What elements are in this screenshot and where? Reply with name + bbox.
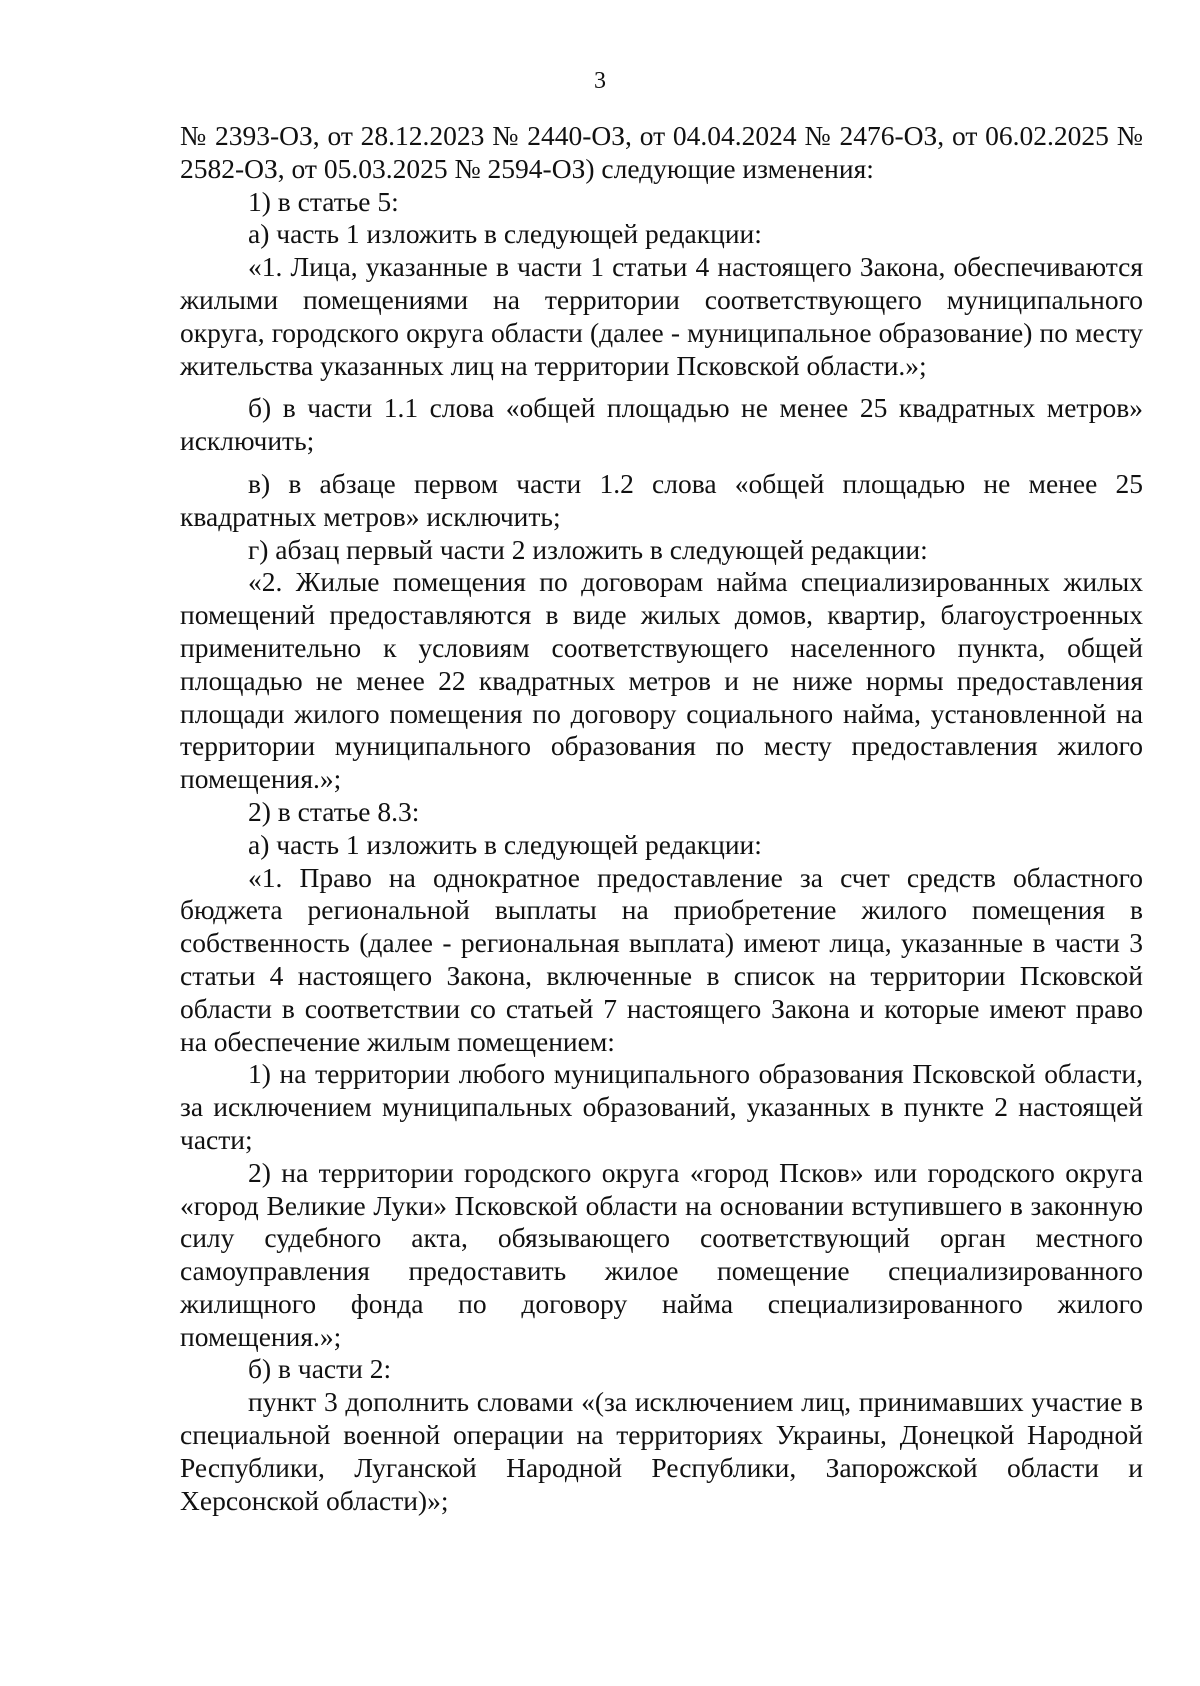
paragraph-item-1a: а) часть 1 изложить в следующей редакции: (248, 218, 762, 250)
paragraph-subitem-2: 2) на территории городского округа «город Псков» или городского округа «город Великие Луки» Псковской области на основании вступившего в законную силу судебного акта, обязывающего соответствующий орган местного самоуправления предоставить жилое помещение специализированного жилищного фонда по договору найма специализированного жилого помещения.»; (180, 1156, 1143, 1352)
paragraph-item-1g: г) абзац первый части 2 изложить в следующей редакции: (248, 533, 928, 565)
document-body (180, 120, 1143, 1517)
paragraph-item-1: 1) в статье 5: (248, 185, 399, 217)
paragraph-subitem-1: 1) на территории любого муниципального образования Псковской области, за исключением муниципальных образований, указанных в пункте 2 настоящей части; (180, 1058, 1143, 1155)
paragraph-item-2: 2) в статье 8.3: (248, 795, 420, 827)
paragraph-quote-part-1: «1. Лица, указанные в части 1 статьи 4 настоящего Закона, обеспечиваются жилыми помещениями на территории соответствующего муниципального округа, городского округа области (далее - муниципальное образование) по месту жительства указанных лиц на территории Псковской области.»; (180, 251, 1143, 381)
paragraph-item-1b: б) в части 1.1 слова «общей площадью не менее 25 квадратных метров» исключить; (180, 392, 1143, 457)
paragraph-item-2b: б) в части 2: (248, 1353, 392, 1385)
paragraph-item-2a: а) часть 1 изложить в следующей редакции: (248, 828, 762, 860)
paragraph-quote-right: «1. Право на однократное предоставление за счет средств областного бюджета региональной выплаты на приобретение жилого помещения в собственность (далее - региональная выплата) имеют лица, указанные в части 3 статьи 4 настоящего Закона, включенные в список на территории Псковской области в соответствии со статьей 7 настоящего Закона и которые имеют право на обеспечение жилым помещением: (180, 861, 1143, 1057)
paragraph-amendment-intro: № 2393-ОЗ, от 28.12.2023 № 2440-ОЗ, от 04.04.2024 № 2476-ОЗ, от 06.02.2025 № 2582-ОЗ, от 05.03.2025 № 2594-ОЗ) следующие изменения: (180, 120, 1143, 184)
paragraph-quote-part-2: «2. Жилые помещения по договорам найма специализированных жилых помещений предоставляются в виде жилых домов, квартир, благоустроенных применительно к условиям соответствующего населенного пункта, общей площадью не менее 22 квадратных метров и не ниже нормы предоставления площади жилого помещения по договору социального найма, установленной на территории муниципального образования по месту предоставления жилого помещения.»; (180, 566, 1143, 795)
paragraph-item-1v: в) в абзаце первом части 1.2 слова «общей площадью не менее 25 квадратных метров» исключить; (180, 467, 1143, 532)
page-number: 3 (594, 68, 606, 94)
paragraph-point-3-addition: пункт 3 дополнить словами «(за исключением лиц, принимавших участие в специальной военной операции на территориях Украины, Донецкой Народной Республики, Луганской Народной Республики, Запорожской области и Херсонской области)»; (180, 1386, 1143, 1516)
